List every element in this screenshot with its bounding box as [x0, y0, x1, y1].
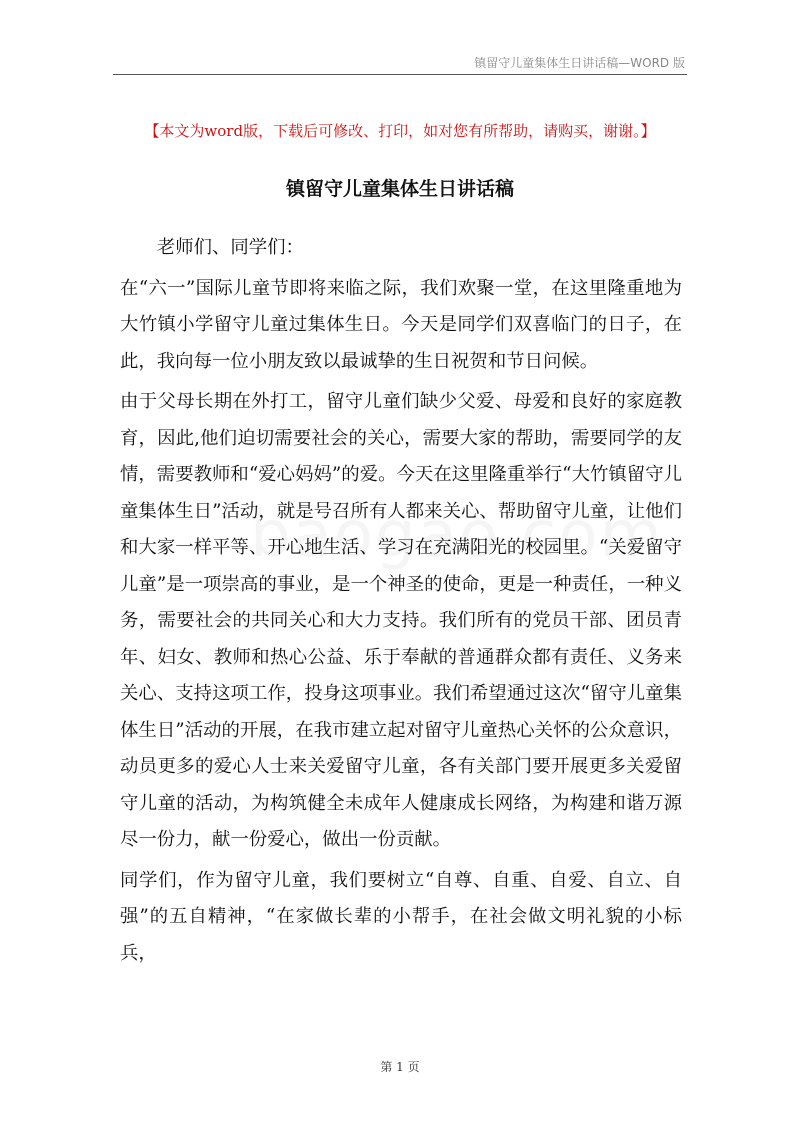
document-title: 镇留守儿童集体生日讲话稿 [285, 178, 514, 200]
salutation: 老师们、同学们： [156, 237, 304, 258]
page-number: 第 1 页 [380, 1060, 420, 1074]
download-notice: 【本文为word版，下载后可修改、打印，如对您有所帮助，请购买，谢谢。】 [144, 122, 656, 140]
paragraph-3: 同学们，作为留守儿童，我们要树立“自尊、自重、自爱、自立、自强”的五自精神，“在家做长辈的小帮手，在社会做文明礼貌的小标兵， [120, 869, 682, 964]
paragraph-2: 由于父母长期在外打工，留守儿童们缺少父爱、母爱和良好的家庭教育，因此,他们迫切需要社会的关心，需要大家的帮助，需要同学的友情，需要教师和“爱心妈妈”的爱。今天在这里隆重举行“大竹镇留守儿童集体生日”活动，就是号召所有人都来关心、帮助留守儿童，让他们和大家一样平等、开心地生活、学习在充满阳光的校园里。“关爱留守儿童”是一项崇高的事业，是一个神圣的使命，更是一种责任，一种义务，需要社会的共同关心和大力支持。我们所有的党员干部、团员青年、妇女、教师和热心公益、乐于奉献的普通群众都有责任、义务来关心、支持这项工作，投身这项事业。我们希望通过这次“留守儿童集体生日”活动的开展，在我市建立起对留守儿童热心关怀的公众意识，动员更多的爱心人士来关爱留守儿童，各有关部门要开展更多关爱留守儿童的活动，为构筑健全未成年人健康成长网络，为构建和谐万源尽一份力，献一份爱心，做出一份贡献。 [120, 391, 682, 850]
page-header [113, 52, 687, 75]
running-title: 镇留守儿童集体生日讲话稿—WORD 版 [474, 56, 685, 70]
document-body [120, 230, 682, 976]
paragraph-1: 在“六一”国际儿童节即将来临之际，我们欢聚一堂，在这里隆重地为大竹镇小学留守儿童过集体生日。今天是同学们双喜临门的日子，在此，我向每一位小朋友致以最诚挚的生日祝贺和节日问候。 [120, 277, 682, 372]
